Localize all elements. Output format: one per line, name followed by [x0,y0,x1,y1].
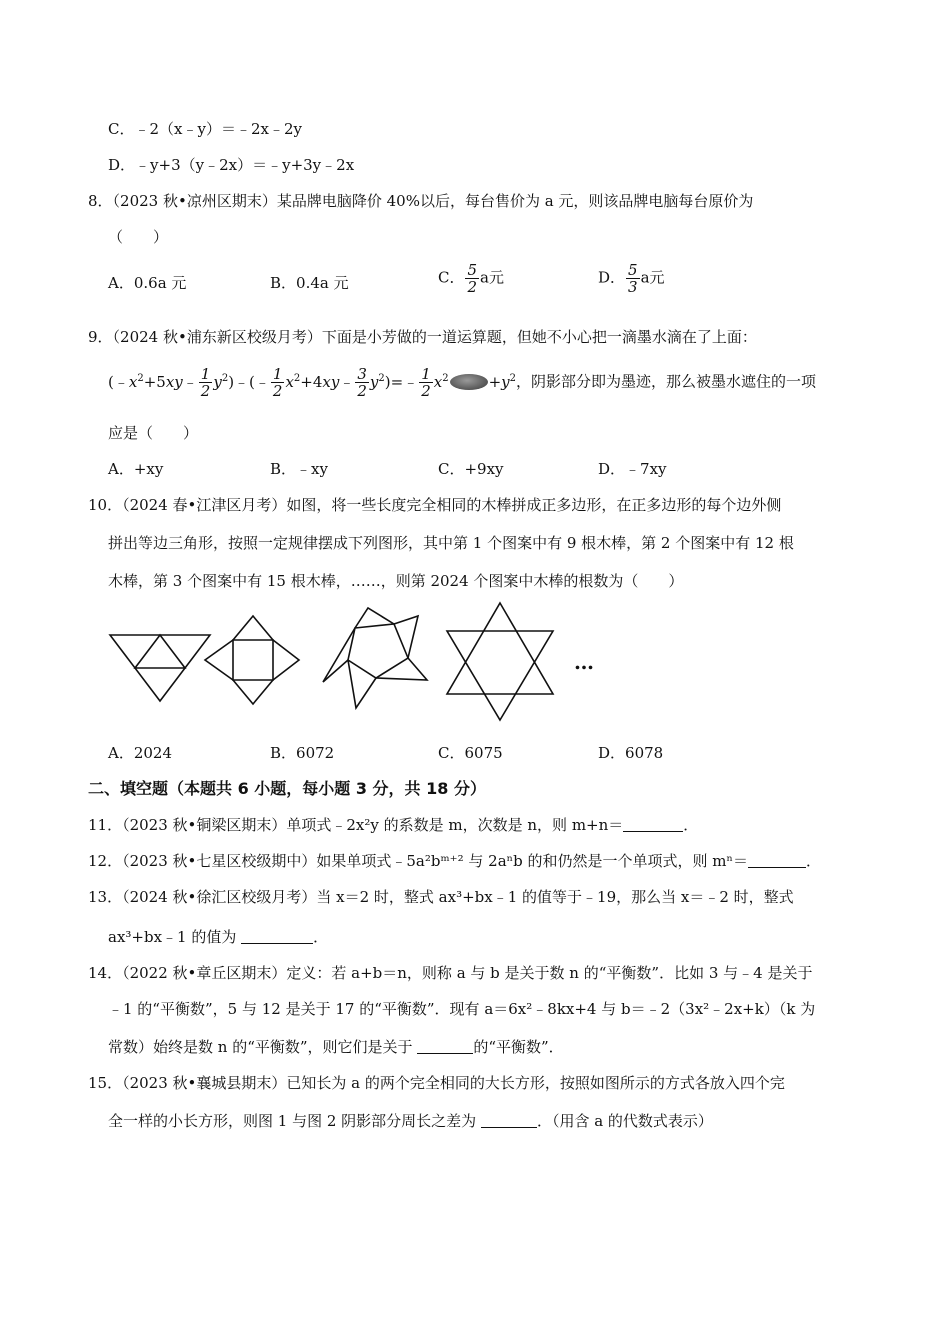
q9-option-d: D．﹣7xy [598,460,667,478]
figure-1-triangle [110,635,210,701]
q12-answer-blank [748,853,806,868]
q13-answer-blank [241,929,313,944]
q8-c-suffix: a元 [480,268,504,287]
stick-pattern-figures [100,598,570,728]
q15-line2 [108,1110,713,1132]
q15-line2-a: 全一样的小长方形，则图 1 与图 2 阴影部分周长之差为 [108,1112,477,1130]
figure-4-hexagram [447,603,553,720]
q14-answer-blank [417,1039,473,1054]
q9-option-c: C．+9xy [438,460,504,478]
q14-line3 [108,1036,564,1058]
q9-stem: 9．（2024 秋•浦东新区校级月考）下面是小芳做的一道运算题，但她不小心把一滴墨水滴在了上面： [88,328,757,346]
q10-line2: 拼出等边三角形，按照一定规律摆成下列图形，其中第 1 个图案中有 9 根木棒，第 2 个图案中有 12 根 [108,534,794,552]
q15-answer-blank [481,1113,537,1128]
q15-line2-b: ．（用含 a 的代数式表示） [536,1112,713,1130]
q13-line2: ax³+bx﹣1 的值为 ． [108,928,329,946]
q15-line1: 15．（2023 秋•襄城县期末）已知长为 a 的两个完全相同的大长方形，按照如图所示的方式各放入四个完 [88,1074,785,1092]
q8-option-b: B．0.4a 元 [270,274,349,292]
q14-line3-a: 常数）始终是数 n 的“平衡数”，则它们是关于 [108,1038,413,1056]
q8-c-prefix: C． [438,268,465,287]
q13-line1: 13．（2024 秋•徐汇区校级月考）当 x＝2 时，整式 ax³+bx﹣1 的值等于﹣19，那么当 x＝﹣2 时，整式 [88,888,794,906]
q9-tail: ，阴影部分即为墨迹，那么被墨水遮住的一项 [516,372,817,391]
q7-option-c: C．﹣2（x﹣y）＝﹣2x﹣2y [108,120,302,138]
q10-option-a: A．2024 [108,744,173,762]
q11-line: 11．（2023 秋•铜梁区期末）单项式﹣2x²y 的系数是 m，次数是 n，则 m+n＝ ． [88,816,699,834]
q7-option-d: D．﹣y+3（y﹣2x）＝﹣y+3y﹣2x [108,156,355,174]
q14-line3-b: 的“平衡数”． [473,1038,564,1056]
q8-d-prefix: D． [598,268,626,287]
q10-option-d: D．6078 [598,744,664,762]
q8-d-fraction: $\frac{5}{3}$ [628,261,638,296]
q8-d-suffix: a元 [640,268,665,287]
q8-option-c [438,262,504,295]
q10-line1: 10．（2024 春•江津区月考）如图，将一些长度完全相同的木棒拼成正多边形，在正多边形的每个边外侧 [88,496,782,514]
q9-option-b: B．﹣xy [270,460,328,478]
q10-line3: 木棒，第 3 个图案中有 15 根木棒，……，则第 2024 个图案中木棒的根数为（ ） [108,572,684,590]
q12-text: 12．（2023 秋•七星区校级期中）如果单项式﹣5a²bᵐ⁺² 与 2aⁿb 的和仍然是一个单项式，则 mⁿ＝ [88,852,748,870]
q8-c-fraction: $\frac{5}{2}$ [467,261,478,296]
q9-expression-end: $+y^2$ [488,372,517,391]
q10-option-b: B．6072 [270,744,335,762]
q12-line: 12．（2023 秋•七星区校级期中）如果单项式﹣5a²bᵐ⁺² 与 2aⁿb 的和仍然是一个单项式，则 mⁿ＝ ． [88,852,821,870]
figure-2-square [205,616,299,704]
q13-line2-text: ax³+bx﹣1 的值为 [108,928,237,946]
q10-option-c: C．6075 [438,744,503,762]
q9-option-a: A．+xy [108,460,164,478]
q9-answer-line: 应是（ ） [108,424,199,442]
q9-expression: ($﹣x^2+5xy﹣$ $\frac{1}{2}$ $y^2)﹣(﹣$ $\frac{1}{2}$ $x^2+4xy﹣$ $\frac{3}{2}$ $y^2)=﹣$ $\frac{1}{2}$ $x^2$ [108,365,449,400]
q8-option-d [598,262,665,295]
figure-ellipsis: … [574,650,595,674]
section2-title: 二、填空题（本题共 6 小题，每小题 3 分，共 18 分） [88,779,486,798]
q8-paren: （ ） [108,228,169,246]
ink-blot-icon [450,374,488,390]
q8-option-a: A．0.6a 元 [108,274,187,292]
q14-line1: 14．（2022 秋•章丘区期末）定义：若 a+b＝n，则称 a 与 b 是关于数 n 的“平衡数”．比如 3 与﹣4 是关于 [88,964,813,982]
q14-line2: ﹣1 的“平衡数”，5 与 12 是关于 17 的“平衡数”．现有 a＝6x²﹣8kx+4 与 b＝﹣2（3x²﹣2x+k）（k 为 [108,1000,816,1018]
figure-3-pentagon [323,608,427,708]
q11-text: 11．（2023 秋•铜梁区期末）单项式﹣2x²y 的系数是 m，次数是 n，则 m+n＝ [88,816,624,834]
q11-answer-blank [623,817,683,832]
q8-stem: 8．（2023 秋•凉州区期末）某品牌电脑降价 40%以后，每台售价为 a 元，则该品牌电脑每台原价为 [88,192,754,210]
q9-equation [108,366,816,399]
